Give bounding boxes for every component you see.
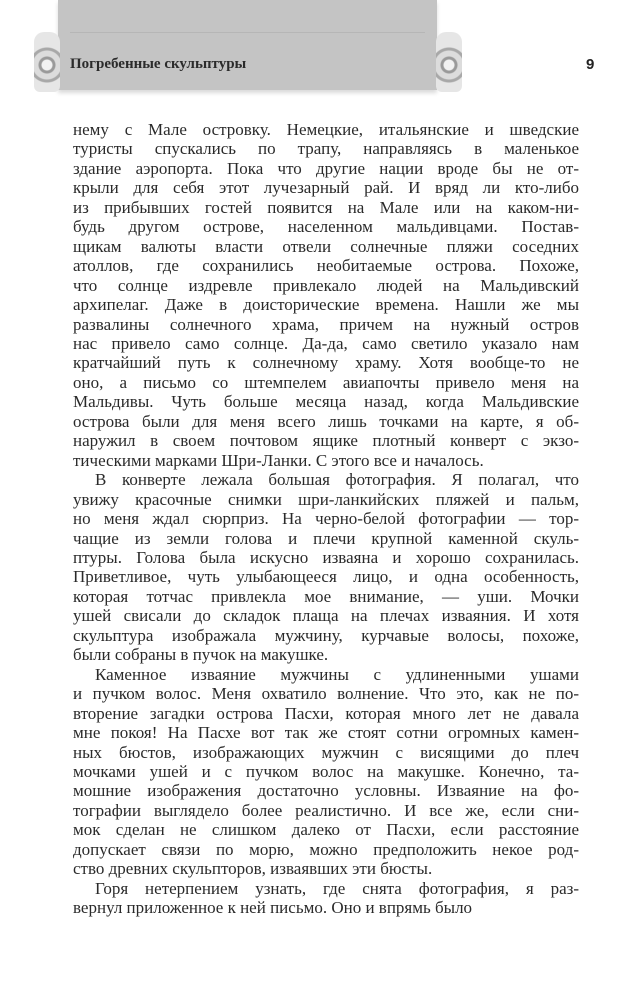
text-line: что солнце издревле привлекало людей на Мальдивский — [73, 275, 579, 295]
text-line: мошние изображения достаточно условны. Изваяние на фо- — [73, 781, 579, 801]
text-line: и пучком волос. Меня охватило волнение. Что это, как не по- — [73, 684, 579, 704]
text-line: здание аэропорта. Пока что другие нации вроде бы не от- — [73, 158, 579, 178]
text-line: туристы спускались по трапу, направляясь в маленькое — [73, 139, 579, 159]
text-line: которая тотчас привлекла мое внимание, — уши. Мочки — [73, 586, 579, 606]
header-rule — [70, 32, 425, 33]
text-line: тическими марками Шри-Ланки. С этого все и началось. — [73, 450, 484, 470]
text-line: развалины солнечного храма, причем на нужный остров — [73, 314, 579, 334]
text-line: Каменное изваяние мужчины с удлиненными ушами — [95, 664, 579, 684]
text-line: острова были для меня всего лишь точками на карте, я об- — [73, 411, 579, 431]
text-line: но меня ждал сюрприз. На черно-белой фотографии — тор- — [73, 509, 579, 529]
sculpture-ornament-icon — [34, 32, 60, 92]
text-line: допускает связи по морю, можно предположить некое род- — [73, 839, 579, 859]
text-line: из прибывших гостей появится на Мале или на каком-ни- — [73, 197, 579, 217]
text-line: ушей свисали до складок плаща на плечах изваяния. И хотя — [73, 606, 579, 626]
running-header-band — [58, 0, 437, 90]
text-line: мок сделан не слишком далеко от Пасхи, если расстояние — [73, 820, 579, 840]
text-line: ство древних скульпторов, изваявших эти бюсты. — [73, 859, 433, 879]
running-title: Погребенные скульптуры — [70, 56, 247, 72]
page-number: 9 — [586, 56, 595, 73]
text-line: птуры. Голова была искусно изваяна и хорошо сохранилась. — [73, 547, 579, 567]
paragraph — [73, 665, 579, 879]
paragraph — [73, 470, 579, 665]
text-line: Приветливое, чуть улыбающееся лицо, и одна особенность, — [73, 567, 579, 587]
text-line: В конверте лежала большая фотография. Я полагал, что — [95, 470, 579, 490]
text-line: мне покоя! На Пасхе вот так же стоят сотни огромных камен- — [73, 723, 579, 743]
text-line: скульптура изображала мужчину, курчавые волосы, похоже, — [73, 625, 579, 645]
text-line: вернул приложенное к ней письмо. Оно и впрямь было — [73, 898, 473, 918]
text-line: нему с Мале островку. Немецкие, итальянские и шведские — [73, 120, 579, 139]
text-line: увижу красочные снимки шри-ланкийских пляжей и пальм, — [73, 489, 579, 509]
text-line: архипелаг. Даже в доисторические времена. Нашли же мы — [73, 295, 579, 315]
text-line: ных бюстов, изображающих мужчин с висящими до плеч — [73, 742, 579, 762]
paragraph — [73, 879, 579, 918]
text-line: наружил в своем почтовом ящике плотный конверт с экзо- — [73, 431, 579, 451]
text-line: нас привело само солнце. Да-да, само светило указало нам — [73, 333, 579, 353]
text-line: оно, а письмо со штемпелем авиапочты привело меня на — [73, 372, 579, 392]
text-line: мочками ушей и с пучком волос на макушке. Конечно, та- — [73, 761, 579, 781]
text-line: щикам валюты власти отвели солнечные пляжи соседних — [73, 236, 579, 256]
paragraph — [73, 120, 579, 470]
text-line: чащие из земли голова и плечи крупной каменной скуль- — [73, 528, 579, 548]
text-line: Горя нетерпением узнать, где снята фотография, я раз- — [95, 878, 579, 898]
text-line: вторение загадки острова Пасхи, которая много лет не давала — [73, 703, 579, 723]
text-line: атоллов, где сохранились необитаемые острова. Похоже, — [73, 256, 579, 276]
body-text — [73, 120, 579, 918]
text-line: Мальдивы. Чуть больше месяца назад, когда Мальдивские — [73, 392, 579, 412]
text-line: кратчайший путь к солнечному храму. Хотя вообще-то не — [73, 353, 579, 373]
text-line: тографии выглядело более реалистично. И все же, если сни- — [73, 800, 579, 820]
text-line: крыли для себя этот лучезарный рай. И вряд ли кто-либо — [73, 178, 579, 198]
sculpture-ornament-icon — [436, 32, 462, 92]
text-line: будь другом острове, населенном мальдивцами. Постав- — [73, 217, 579, 237]
text-line: были собраны в пучок на макушке. — [73, 645, 329, 665]
